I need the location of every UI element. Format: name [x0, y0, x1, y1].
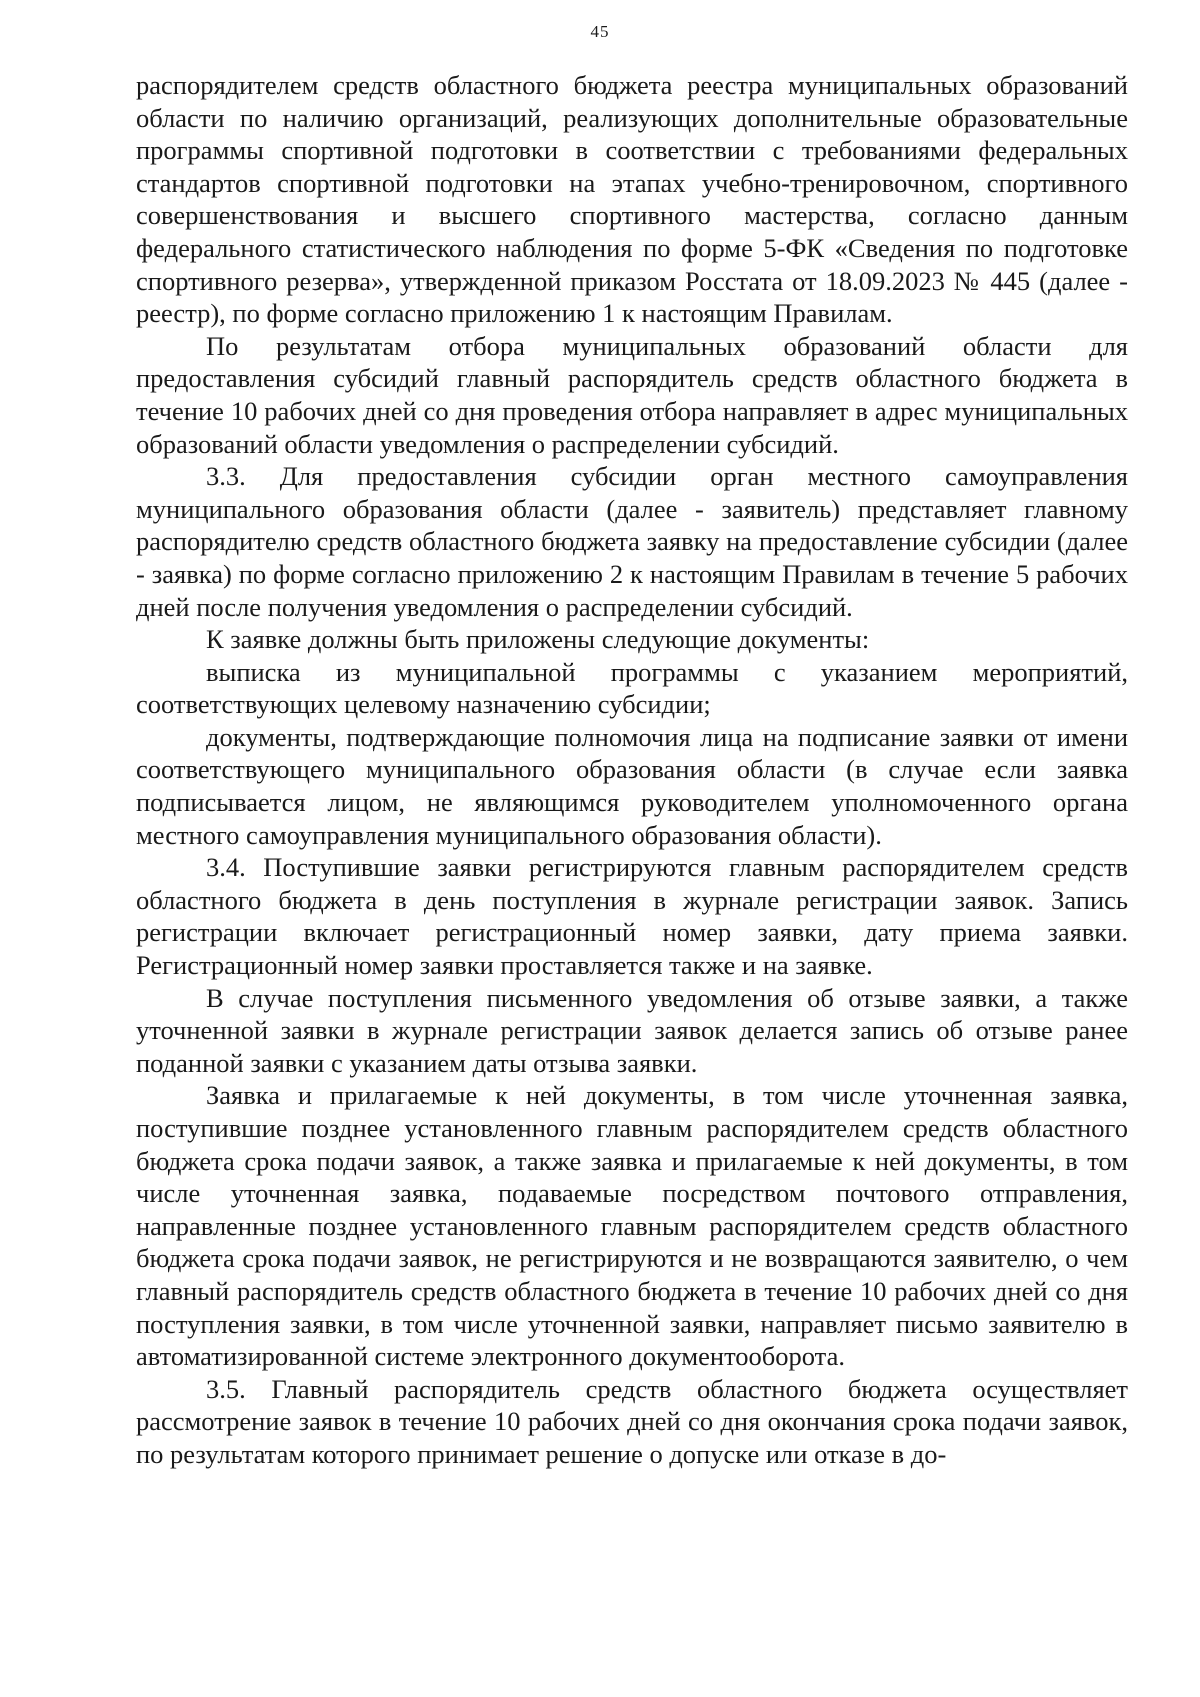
paragraph-3-3: 3.3. Для предоставления субсидии орган местного самоуправления муниципального образования области (далее - заявитель) представляет главному распорядителю средств областного бюджета заявку на предоставление субсидии (далее - заявка) по форме согласно приложению 2 к настоящим Правилам в течение 5 рабочих дней после получения уведомления о распределении субсидий. [136, 461, 1128, 622]
paragraph-registry: распорядителем средств областного бюджета реестра муниципальных образований области по наличию организаций, реализующих дополнительные образовательные программы спортивной подготовки в соответствии с требованиями федеральных стандартов спортивной подготовки на этапах учебно-тренировочном, спортивного совершенствования и высшего спортивного мастерства, согласно данным федерального статистического наблюдения по форме 5-ФК «Сведения по подготовке спортивного резерва», утвержденной приказом Росстата от 18.09.2023 № 445 (далее - реестр), по форме согласно приложению 1 к настоящим Правилам. [136, 70, 1128, 329]
paragraph-3-4: 3.4. Поступившие заявки регистрируются главным распорядителем средств областного бюджета в день поступления в журнале регистрации заявок. Запись регистрации включает регистрационный номер заявки, дату приема заявки. Регистрационный номер заявки проставляется также и на заявке. [136, 852, 1128, 981]
page-number: 45 [590, 22, 610, 41]
paragraph-withdrawal: В случае поступления письменного уведомления об отзыве заявки, а также уточненной заявки в журнале регистрации заявок делается запись об отзыве ранее поданной заявки с указанием даты отзыва заявки. [136, 982, 1128, 1078]
paragraph-authority-documents: документы, подтверждающие полномочия лица на подписание заявки от имени соответствующего муниципального образования области (в случае если заявка подписывается лицом, не являющимся руководителем уполномоченного органа местного самоуправления муниципального образования области). [136, 721, 1128, 850]
paragraph-late-applications: Заявка и прилагаемые к ней документы, в том числе уточненная заявка, поступившие позднее установленного главным распорядителем средств областного бюджета срока подачи заявок, а также заявка и прилагаемые к ней документы, в том числе уточненная заявка, подаваемые посредством почтового отправления, направленные позднее установленного главным распорядителем средств областного бюджета срока подачи заявок, не регистрируются и не возвращаются заявителю, о чем главный распорядитель средств областного бюджета в течение 10 рабочих дней со дня поступления заявки, в том числе уточненной заявки, направляет письмо заявителю в автоматизированной системе электронного документооборота. [136, 1080, 1128, 1372]
document-body [136, 69, 1128, 1471]
paragraph-program-extract: выписка из муниципальной программы с указанием мероприятий, соответствующих целевому назначению субсидии; [136, 656, 1128, 720]
paragraph-attachments-intro: К заявке должны быть приложены следующие документы: [206, 624, 870, 655]
paragraph-selection-results: По результатам отбора муниципальных образований области для предоставления субсидий главный распорядитель средств областного бюджета в течение 10 рабочих дней со дня проведения отбора направляет в адрес муниципальных образований области уведомления о распределении субсидий. [136, 330, 1128, 459]
paragraph-3-5: 3.5. Главный распорядитель средств областного бюджета осуществляет рассмотрение заявок в течение 10 рабочих дней со дня окончания срока подачи заявок, по результатам которого принимает решение о допуске или отказе в до- [136, 1373, 1128, 1469]
